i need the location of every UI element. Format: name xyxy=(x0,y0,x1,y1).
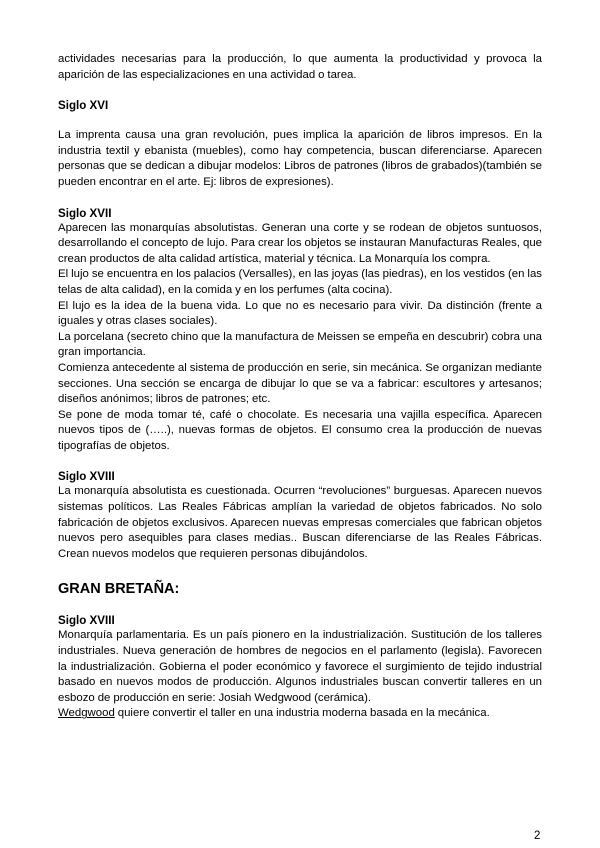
siglo-xvi-paragraph: La imprenta causa una gran revolución, pues implica la aparición de libros impresos. En la industria textil y ebanista (muebles), como hay competencia, buscan diferenciarse. Aparecen personas que se dedican a dibujar modelos: Libros de patrones (libros de grabados)(también se pueden encontrar en el arte. Ej: libros de expresiones). xyxy=(58,129,542,188)
siglo-xvii-paragraph-6: Se pone de moda tomar té, café o chocolate. Es necesaria una vajilla específica. Aparecen nuevos tipos de (…..), nuevas formas de objetos. El consumo crea la producción de nuevas tipografías de objetos. xyxy=(58,408,542,452)
heading-siglo-xvii: Siglo XVII xyxy=(58,206,112,220)
heading-siglo-xviii: Siglo XVIII xyxy=(58,470,115,484)
gb-paragraph-2 xyxy=(58,706,542,722)
heading-siglo-xvi: Siglo XVI xyxy=(58,99,109,113)
siglo-xvii-paragraph-1: Aparecen las monarquías absolutistas. Generan una corte y se rodean de objetos suntuosos, desarrollando el concepto de lujo. Para crear los objetos se instauran Manufacturas Reales, que crean productos de alta calidad artística, material y técnica. La Monarquía los compra. xyxy=(58,221,542,265)
intro-paragraph: actividades necesarias para la producción, lo que aumenta la productividad y provoca la aparición de las especializaciones en una actividad o tarea. xyxy=(58,53,542,81)
siglo-xvii-paragraph-5: Comienza antecedente al sistema de producción en serie, sin mecánica. Se organizan mediante secciones. Una sección se encarga de dibujar lo que se va a fabricar: escultores y artesanos; diseños anónimos; libros de patrones; etc. xyxy=(58,361,542,406)
wedgwood-link[interactable]: Wedgwood xyxy=(58,707,115,720)
gb-paragraph-2-text: quiere convertir el taller en una industria moderna basada en la mecánica. xyxy=(114,707,490,720)
heading-gb-siglo-xviii: Siglo XVIII xyxy=(58,614,115,628)
siglo-xvii-paragraph-2: El lujo se encuentra en los palacios (Versalles), en las joyas (las piedras), en los vestidos (en las telas de alta calidad), en la comida y en los perfumes (alta cocina). xyxy=(58,268,542,296)
page-number: 2 xyxy=(534,830,541,842)
gb-paragraph-1: Monarquía parlamentaria. Es un país pionero en la industrialización. Sustitución de los talleres industriales. Nueva generación de hombres de negocios en el parlamento (legisla). Favorecen la industrialización. Gobierna el poder económico y favorece el surgimiento de tejido industrial basado en nuevos modos de producción. Algunos industriales buscan convertir talleres en un esbozo de producción en serie: Josiah Wedgwood (cerámica). xyxy=(58,629,542,704)
heading-gran-bretana: GRAN BRETAÑA: xyxy=(58,581,180,598)
siglo-xvii-paragraph-3: El lujo es la idea de la buena vida. Lo que no es necesario para vivir. Da distinción (frente a iguales y otras clases sociales). xyxy=(58,299,542,328)
document-page xyxy=(58,52,542,722)
siglo-xviii-paragraph: La monarquía absolutista es cuestionada. Ocurren “revoluciones” burguesas. Aparecen nuevos sistemas políticos. Las Reales Fábricas amplían la variedad de objetos fabricados. No solo fabricación de objetos exclusivos. Aparecen nuevas empresas comerciales que fabrican objetos nuevos pero asequibles para clases medias.. Buscan diferenciarse de las Reales Fábricas. Crean nuevos modelos que requieren personas dibujándolos. xyxy=(58,485,542,560)
siglo-xvii-paragraph-4: La porcelana (secreto chino que la manufactura de Meissen se empeña en descubrir) cobra una gran importancia. xyxy=(58,330,542,359)
